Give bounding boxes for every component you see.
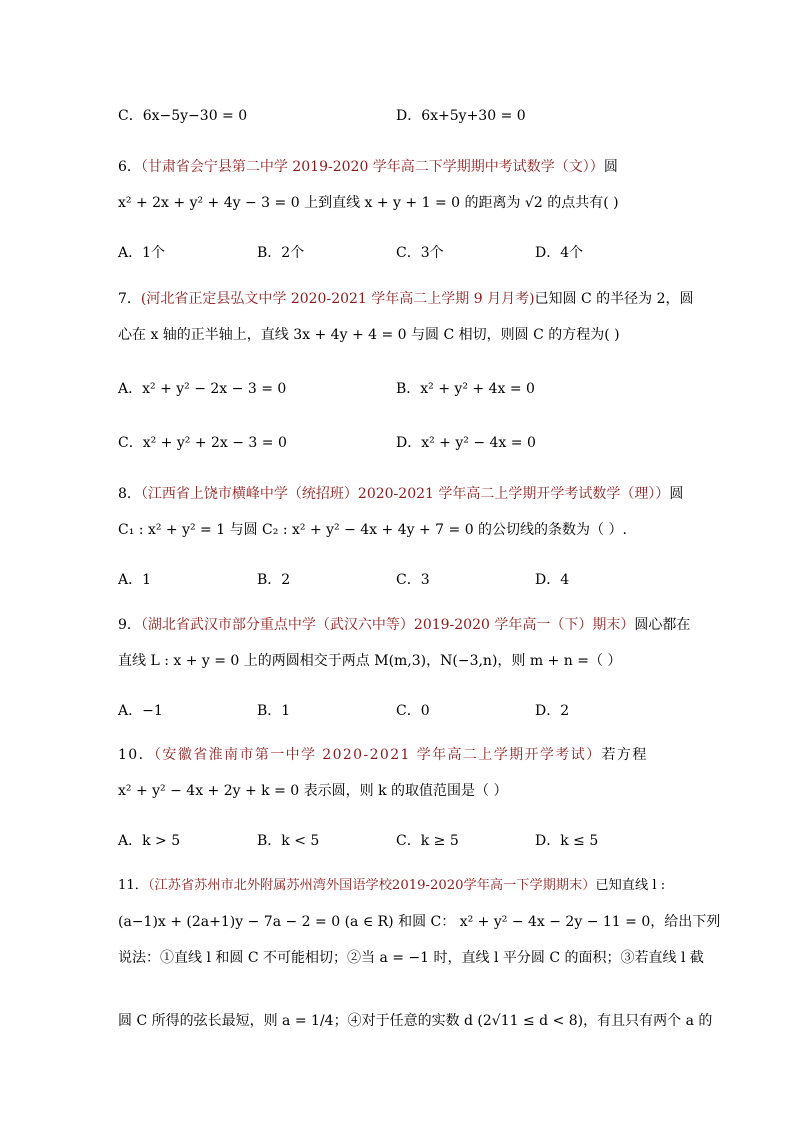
q8-stem-line-1 xyxy=(118,484,683,504)
q7-option-b: B．x² + y² + 4x = 0 xyxy=(396,381,535,397)
q6-option-d: D．4个 xyxy=(535,245,584,261)
q8-number: 8． xyxy=(118,486,141,502)
q6-source: （甘肃省会宁县第二中学 2019-2020 学年高二下学期期中考试数学（文）） xyxy=(140,159,604,175)
q9-option-b: B．1 xyxy=(257,703,291,719)
q6-stem-start: 圆 xyxy=(603,159,618,175)
q8-stem-line-2: C₁ : x² + y² = 1 与圆 C₂ : x² + y² − 4x + 4y + 7 = 0 的公切线的条数为（ ）. xyxy=(118,522,627,538)
q10-source: （安徽省淮南市第一中学 2020-2021 学年高二上学期开学考试） xyxy=(154,747,602,763)
q10-option-c: C．k ≥ 5 xyxy=(396,833,459,849)
q5-option-d: D．6x+5y+30 = 0 xyxy=(396,108,526,124)
q10-option-b: B．k < 5 xyxy=(257,833,320,849)
q10-option-d: D．k ≤ 5 xyxy=(535,833,599,849)
q8-source: （江西省上饶市横峰中学（统招班）2020-2021 学年高二上学期开学考试数学（理）） xyxy=(140,486,670,502)
q8-option-a: A．1 xyxy=(118,572,152,588)
q6-stem-line-1 xyxy=(118,157,618,177)
q10-stem-start: 若方程 xyxy=(601,747,648,763)
q7-option-a: A．x² + y² − 2x − 3 = 0 xyxy=(118,381,287,397)
q10-stem-line-2: x² + y² − 4x + 2y + k = 0 表示圆，则 k 的取值范围是（ ） xyxy=(118,783,508,799)
q5-option-c: C．6x−5y−30 = 0 xyxy=(118,108,248,124)
q11-number: 11． xyxy=(118,878,148,893)
q10-stem-line-1 xyxy=(118,745,648,765)
q9-option-c: C．0 xyxy=(396,703,430,719)
q11-source: （江苏省苏州市北外附属苏州湾外国语学校2019-2020学年高一下学期期末） xyxy=(147,878,596,893)
q9-option-a: A．−1 xyxy=(118,703,163,719)
q8-option-c: C．3 xyxy=(396,572,430,588)
q8-option-b: B．2 xyxy=(257,572,291,588)
q9-source: （湖北省武汉市部分重点中学（武汉六中等）2019-2020 学年高一（下）期末） xyxy=(140,617,635,633)
q9-stem-line-2: 直线 L : x + y = 0 上的两圆相交于两点 M(m,3)，N(−3,n)，则 m + n =（ ） xyxy=(118,653,622,669)
q6-number: 6． xyxy=(118,159,141,175)
q8-option-d: D．4 xyxy=(535,572,570,588)
q9-number: 9． xyxy=(118,617,141,633)
q10-option-a: A．k > 5 xyxy=(118,833,181,849)
q7-stem-line-1 xyxy=(118,289,694,309)
q11-stem-line-4: 圆 C 所得的弦长最短，则 a = 1/4；④对于任意的实数 d (2√11 ≤ d < 8)，有且只有两个 a 的 xyxy=(118,1013,713,1029)
q11-stem-line-1 xyxy=(118,876,665,896)
q7-source: (河北省正定县弘文中学 2020-2021 学年高二上学期 9 月月考) xyxy=(140,291,535,307)
q6-option-b: B．2个 xyxy=(257,245,305,261)
q11-stem-line-2: (a−1)x + (2a+1)y − 7a − 2 = 0 (a ∈ R) 和圆 C： x² + y² − 4x − 2y − 11 = 0，给出下列 xyxy=(118,914,721,930)
q7-stem-line-2: 心在 x 轴的正半轴上，直线 3x + 4y + 4 = 0 与圆 C 相切，则圆 C 的方程为( ) xyxy=(118,327,620,343)
q8-stem-start: 圆 xyxy=(669,486,684,502)
q7-option-d: D．x² + y² − 4x = 0 xyxy=(396,435,536,451)
q6-option-a: A．1个 xyxy=(118,245,166,261)
q9-stem-line-1 xyxy=(118,615,690,635)
q6-stem-line-2: x² + 2x + y² + 4y − 3 = 0 上到直线 x + y + 1 = 0 的距离为 √2 的点共有( ) xyxy=(118,195,619,211)
q7-option-c: C．x² + y² + 2x − 3 = 0 xyxy=(118,435,287,451)
q6-option-c: C．3个 xyxy=(396,245,444,261)
q11-stem-line-3: 说法：①直线 l 和圆 C 不可能相切；②当 a = −1 时，直线 l 平分圆 C 的面积；③若直线 l 截 xyxy=(118,950,704,966)
q9-option-d: D．2 xyxy=(535,703,570,719)
q11-stem-start: 已知直线 l : xyxy=(595,878,666,893)
q10-number: 10． xyxy=(118,747,155,763)
q7-number: 7． xyxy=(118,291,141,307)
q9-stem-start: 圆心都在 xyxy=(634,617,691,633)
q7-stem-start: 已知圆 C 的半径为 2，圆 xyxy=(534,291,694,307)
